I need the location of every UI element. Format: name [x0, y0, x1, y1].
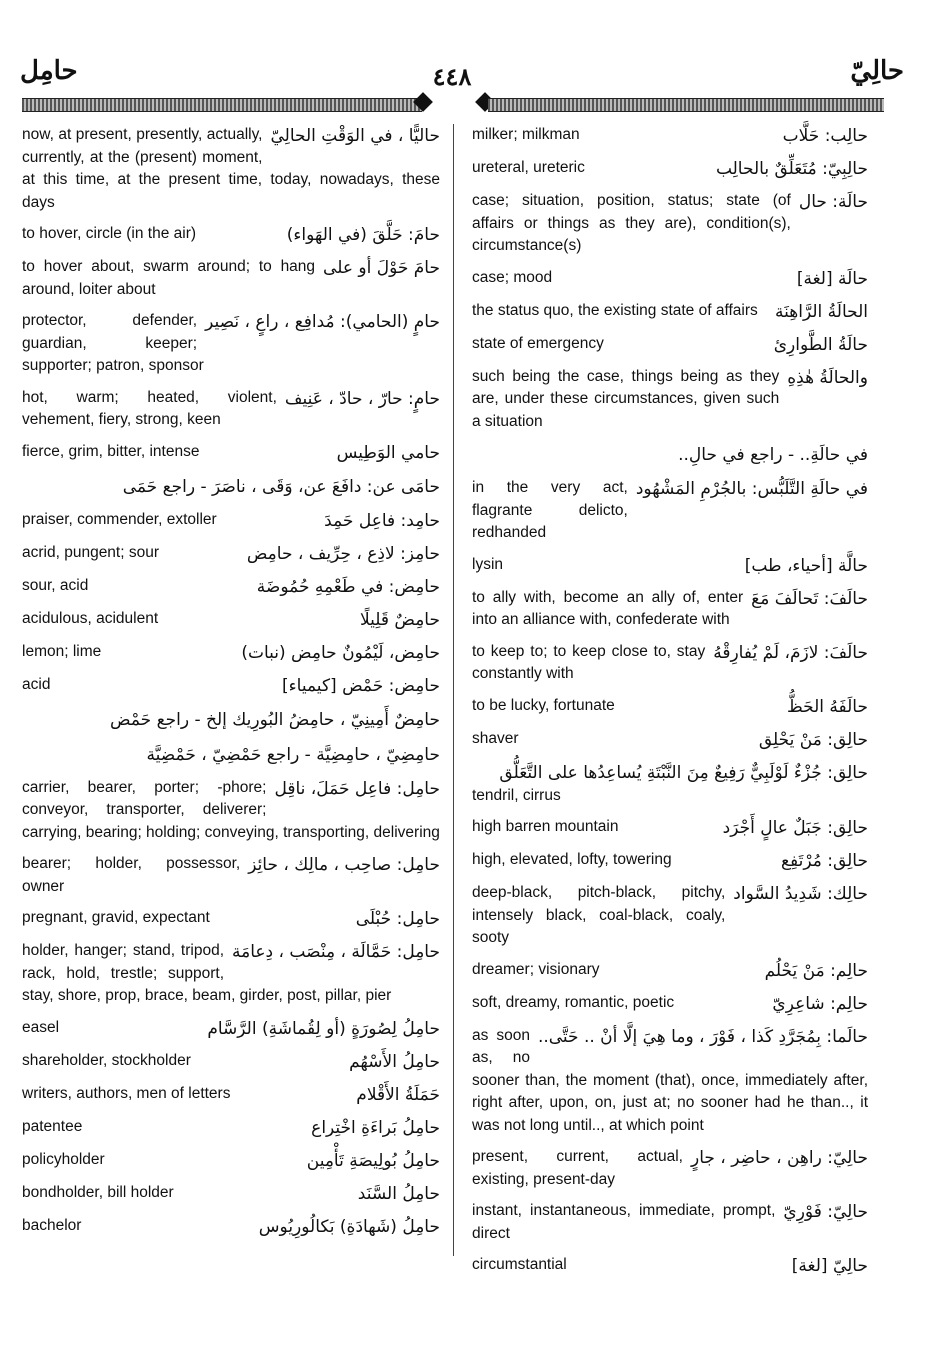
arabic-headword: حالَة: حال	[798, 192, 868, 212]
english-definition: such being the case, things being as they are, under these circumstances, given such a situation	[472, 367, 780, 430]
english-definition: to ally with, become an ally of, enter into an alliance with, confederate with	[472, 588, 744, 628]
dictionary-entry	[472, 300, 868, 324]
page-number: ٤٤٨	[432, 62, 472, 91]
dictionary-entry	[22, 1215, 440, 1239]
dictionary-entry	[472, 992, 868, 1016]
dictionary-entry	[472, 1254, 868, 1278]
arabic-headword: حالَما: بِمُجَرَّدِ كَذا ، فَوْرَ ، وما هِيَ إلَّا أنْ .. حَتَّى..	[537, 1026, 868, 1047]
header-rule-left	[22, 98, 422, 112]
english-definition: to keep to; to keep close to, stay constantly with	[472, 642, 706, 682]
dictionary-entry	[22, 542, 440, 566]
arabic-headword: حامِل: حُبْلَى	[355, 909, 440, 929]
dictionary-entry	[22, 853, 440, 898]
dictionary-entry	[472, 333, 868, 357]
dictionary-entry	[22, 310, 440, 378]
arabic-headword: حالِق: جُزْءٌ لَوْلَبِيٌّ رَفِيعٌ مِنَ النَّبْتَةِ يُساعِدُها على التَّعَلُّق	[499, 762, 868, 783]
dictionary-entry	[22, 907, 440, 931]
arabic-headword: حالَفَهُ الحَظُّ	[787, 696, 868, 717]
arabic-headword: حَمَلَةُ الأَقْلام	[356, 1084, 440, 1105]
arabic-headword: حامٍ (الحامي): مُدافِع ، راعٍ ، نَصِير	[205, 312, 440, 332]
dictionary-entry	[472, 959, 868, 983]
arabic-headword: حالِك: شَدِيدُ السَّواد	[733, 884, 868, 904]
dictionary-entry: حامِضٌ أَمِينِيّ ، حامِضُ البُورِيك إلخ - راجع حَمْض	[110, 709, 440, 730]
english-definition: acidulous, acidulent	[22, 609, 159, 627]
dictionary-entry	[472, 695, 868, 719]
english-definition: high barren mountain	[472, 818, 619, 835]
arabic-headword: حالِق: جَبَلٌ عالٍ أَجْرَد	[722, 818, 868, 838]
left-column	[22, 124, 440, 1248]
dictionary-entry	[472, 124, 868, 148]
english-definition: bachelor	[22, 1216, 82, 1234]
dictionary-entry	[22, 575, 440, 599]
dictionary-entry	[22, 124, 440, 214]
english-definition: policyholder	[22, 1150, 105, 1168]
arabic-headword: حالِيّ: راهِن ، حاضِر ، جارٍ	[691, 1148, 868, 1168]
english-definition: easel	[22, 1018, 60, 1036]
arabic-headword: حالِيّ [لغة]	[791, 1256, 868, 1276]
english-definition: holder, hanger; stand, tripod, rack, hold, trestle; support, stay, shore, prop, brace, beam, girder, post, pillar, pier	[22, 942, 392, 1004]
dictionary-entry	[472, 587, 868, 632]
english-definition: case; mood	[472, 268, 553, 286]
arabic-headword: حالِم: مَنْ يَحْلُم	[764, 960, 868, 981]
english-definition: lysin	[472, 555, 504, 573]
dictionary-entry	[22, 1050, 440, 1074]
right-column	[472, 124, 868, 1287]
arabic-headword: حامِل: حَمَّالَة ، مِنْصَب ، دِعامَة	[232, 942, 440, 962]
english-definition: sour, acid	[22, 576, 89, 594]
english-definition: high, elevated, lofty, towering	[472, 851, 672, 868]
english-definition: deep-black, pitch-black, pitchy, intensely black, coal-black, coaly, sooty	[472, 884, 726, 946]
dictionary-entry	[22, 256, 440, 301]
arabic-headword: حالَةُ الطَّوارِئ	[773, 334, 868, 355]
arabic-headword: حامي الوَطِيس	[336, 442, 440, 463]
dictionary-entry	[472, 554, 868, 578]
english-definition: protector, defender, guardian, keeper; supporter; patron, sponsor	[22, 312, 204, 374]
english-definition: circumstantial	[472, 1256, 567, 1273]
arabic-headword: حامِض: في طَعْمِهِ حُمُوضَة	[256, 576, 440, 597]
dictionary-entry	[472, 477, 868, 545]
dictionary-entry	[472, 157, 868, 181]
english-definition: ureteral, ureteric	[472, 159, 585, 176]
english-definition: hot, warm; heated, violent, vehement, fiery, strong, keen	[22, 388, 277, 428]
arabic-headword: حامِلُ بَراءَةِ اخْتِراع	[311, 1117, 440, 1138]
header-guide-word-right: حالِيّ	[850, 56, 904, 86]
dictionary-entry	[22, 387, 440, 432]
arabic-headword: حامِضٌ قَلِيلًا	[359, 609, 440, 630]
english-definition: instant, instantaneous, immediate, prompt, direct	[472, 1202, 776, 1242]
dictionary-entry	[472, 1146, 868, 1191]
english-definition: in the very act, flagrante delicto, redhanded	[472, 479, 628, 541]
english-definition: carrier, bearer, porter; -phore; conveyor, transporter, deliverer; carrying, bearing; holding; conveying, transporting, delivering	[22, 778, 440, 841]
english-definition: pregnant, gravid, expectant	[22, 909, 210, 926]
english-definition: praiser, commender, extoller	[22, 510, 217, 528]
arabic-headword: حالِق: مَنْ يَحْلِق	[758, 729, 868, 750]
dictionary-entry	[22, 674, 440, 698]
english-definition: fierce, grim, bitter, intense	[22, 442, 200, 460]
dictionary-entry	[472, 190, 868, 258]
english-definition: acrid, pungent; sour	[22, 543, 160, 561]
english-definition: to be lucky, fortunate	[472, 696, 615, 714]
english-definition: as soon as, no sooner than, the moment (that), once, immediately after, right after, upon, on, just at; no sooner had he than.., it was not long until.., at which point	[472, 1026, 868, 1134]
english-definition: patentee	[22, 1117, 83, 1135]
dictionary-entry	[22, 1083, 440, 1107]
english-definition: milker; milkman	[472, 126, 580, 143]
english-definition: soft, dreamy, romantic, poetic	[472, 993, 675, 1011]
english-definition: dreamer; visionary	[472, 960, 600, 978]
arabic-headword: حامِلُ الأَسْهُم	[349, 1051, 440, 1072]
dictionary-entry	[22, 1017, 440, 1041]
arabic-headword: حامِز: لاذِع ، حِرِّيف ، حامِض	[246, 543, 440, 564]
arabic-headword: حالِيّ: فَوْرِيّ	[783, 1202, 868, 1222]
dictionary-entry	[22, 641, 440, 665]
dictionary-entry	[472, 641, 868, 686]
english-definition: present, current, actual, existing, present-day	[472, 1148, 683, 1188]
english-definition: writers, authors, men of letters	[22, 1084, 231, 1102]
arabic-headword: حالِق: مُرْتَفِع	[780, 851, 868, 871]
arabic-headword: حامِل: صاحِب ، مالِك ، حائِز	[248, 855, 440, 875]
dictionary-entry	[22, 223, 440, 247]
dictionary-entry	[472, 1200, 868, 1245]
dictionary-entry	[22, 777, 440, 845]
english-definition: lemon; lime	[22, 642, 102, 660]
arabic-headword: والحالَةُ هٰذِهِ	[787, 367, 868, 388]
arabic-headword: حامَ حَوْلَ أو على	[323, 258, 440, 278]
arabic-headword: حامِلُ (شَهادَةِ) بَكالُورِيُوس	[258, 1216, 440, 1237]
dictionary-entry	[472, 728, 868, 752]
arabic-headword: حامِلُ بُولِيصَةِ تَأْمِين	[306, 1150, 440, 1171]
dictionary-entry	[22, 608, 440, 632]
english-definition: bearer; holder, possessor, owner	[22, 855, 241, 895]
dictionary-entry	[472, 882, 868, 950]
english-definition: shaver	[472, 729, 519, 747]
arabic-headword: حامِلُ السَّنَد	[357, 1183, 440, 1204]
arabic-headword: حاليًّا ، في الوَقْتِ الحالِيّ	[270, 126, 440, 146]
dictionary-entry: حامِضِيّ ، حامِضِيَّة - راجع حَمْضِيّ ، حَمْضِيَّة	[146, 744, 440, 765]
dictionary-entry: في حالَةِ.. - راجع في حالِ..	[678, 445, 868, 465]
dictionary-entry: حامَى عن: دافَعَ عن، وَقَى ، ناصَرَ - راجع حَمَى	[122, 476, 440, 497]
arabic-headword: حالَفَ: تَحالَفَ مَعَ	[751, 588, 868, 609]
dictionary-entry	[22, 441, 440, 465]
dictionary-entry	[22, 1116, 440, 1140]
arabic-headword: حامٍ: حارّ ، حادّ ، عَنِيف	[284, 388, 440, 409]
dictionary-entry	[472, 816, 868, 840]
english-definition: bondholder, bill holder	[22, 1183, 174, 1201]
dictionary-entry	[22, 509, 440, 533]
english-definition: shareholder, stockholder	[22, 1051, 191, 1069]
dictionary-entry	[472, 849, 868, 873]
dictionary-entry	[472, 267, 868, 291]
arabic-headword: حامَ: حَلَّقَ (في الهَواء)	[286, 225, 440, 245]
dictionary-entry	[472, 366, 868, 434]
column-divider	[453, 124, 454, 1256]
arabic-headword: حامِل: فاعِل حَمَلَ، ناقِل	[274, 778, 440, 799]
english-definition: now, at present, presently, actually, currently, at the (present) moment, at this time, at the present time, today, nowadays, these days	[22, 126, 440, 211]
dictionary-entry	[22, 1149, 440, 1173]
arabic-headword: حالَفَ: لازَمَ، لَمْ يُفارِقْهُ	[713, 642, 868, 663]
english-definition: case; situation, position, status; state (of affairs or things as they are), condition(s), circumstance(s)	[472, 192, 791, 254]
arabic-headword: الحالَةُ الرَّاهِنَة	[775, 301, 868, 322]
english-definition: the status quo, the existing state of affairs	[472, 301, 758, 319]
arabic-headword: في حالَةِ التَّلَبُّس: بالجُرْمِ المَشْهُود	[635, 479, 868, 499]
arabic-headword: حالَّة [أحياء، طب]	[744, 555, 868, 576]
english-definition: to hover about, swarm around; to hang around, loiter about	[22, 258, 316, 298]
arabic-headword: حامِد: فاعِل حَمِدَ	[324, 510, 440, 531]
arabic-headword: حالِم: شاعِرِيّ	[772, 993, 868, 1014]
dictionary-entry	[472, 1025, 868, 1138]
english-definition: state of emergency	[472, 334, 604, 352]
header-rule-right	[488, 98, 884, 112]
english-definition: tendril, cirrus	[472, 786, 561, 804]
dictionary-entry	[22, 1182, 440, 1206]
arabic-headword: حامِض: حَمْض [كيمياء]	[282, 675, 440, 696]
english-definition: acid	[22, 675, 51, 693]
arabic-headword: حالِب: حَلَّاب	[782, 126, 868, 146]
header-guide-word-left: حامِل	[20, 56, 78, 86]
arabic-headword: حامِلُ لِصُورَةٍ (أو لِقُماشَةِ) الرَّسَّام	[207, 1018, 440, 1039]
dictionary-entry	[22, 940, 440, 1008]
english-definition: to hover, circle (in the air)	[22, 225, 197, 242]
dictionary-entry	[472, 761, 868, 808]
arabic-headword: حالِبِيّ: مُتَعَلِّقٌ بالحالِب	[715, 159, 868, 179]
arabic-headword: حالَة [لغة]	[796, 268, 868, 289]
arabic-headword: حامِض، لَيْمُونٌ حامِض (نبات)	[241, 642, 440, 663]
